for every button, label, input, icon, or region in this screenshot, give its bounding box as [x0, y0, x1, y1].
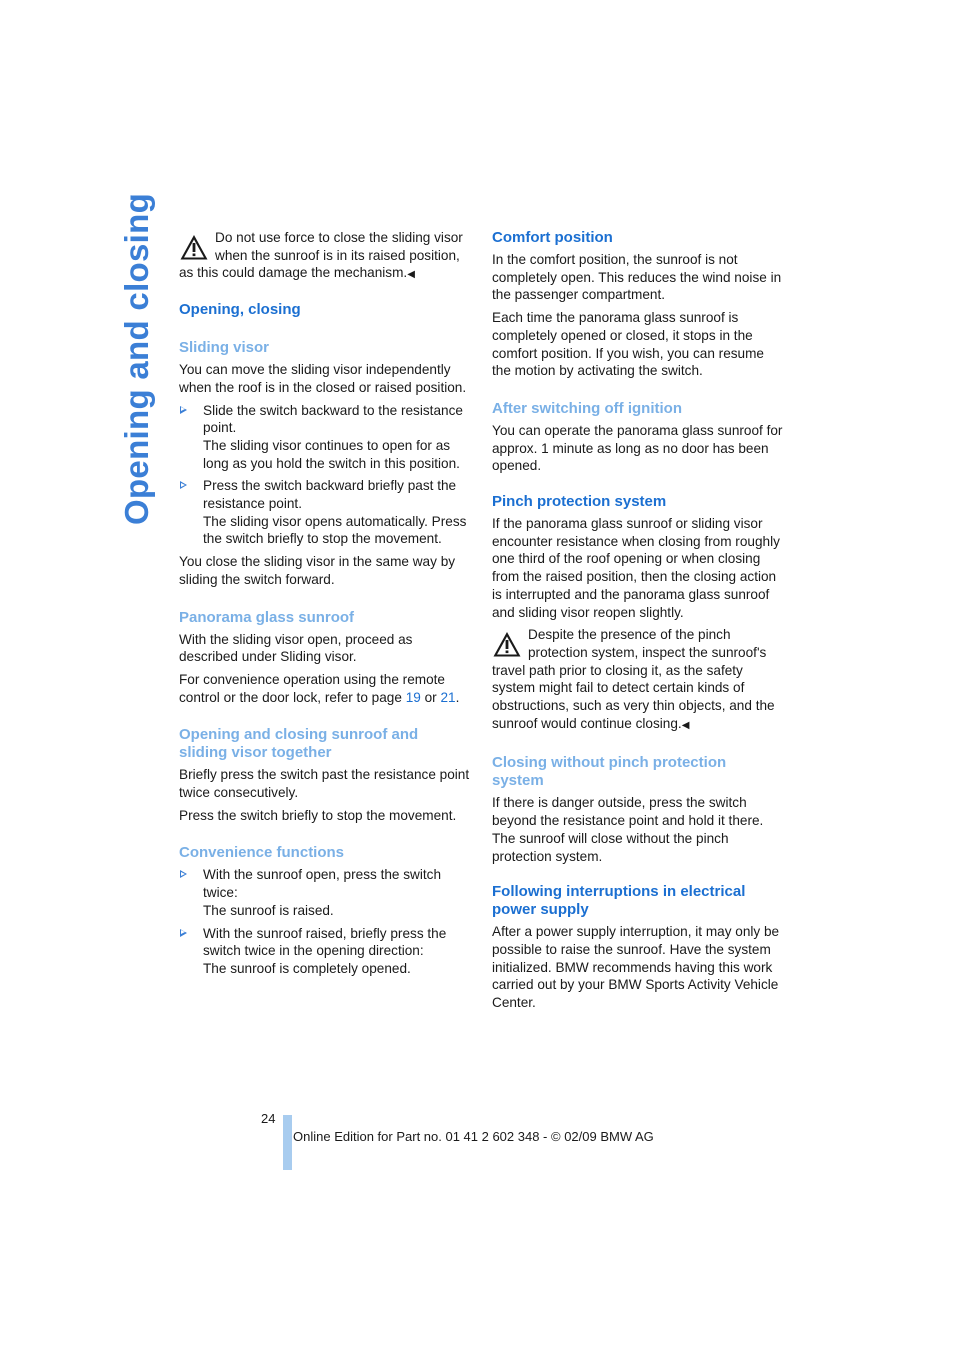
footer-edition-text: Online Edition for Part no. 01 41 2 602 348 - © 02/09 BMW AG [293, 1129, 654, 1144]
step-list [179, 402, 471, 549]
paragraph: If the panorama glass sunroof or sliding visor encounter resistance when closing from roughly one third of the roof opening or when closing from the raised position, then the closing action is interrupted and the panorama glass sunroof and sliding visor reopen slightly. [492, 516, 780, 620]
list-item [179, 866, 471, 919]
heading-convenience: Convenience functions [179, 844, 345, 862]
paragraph: If there is danger outside, press the switch beyond the resistance point and hold it there. The sunroof will close without the pinch protection system. [492, 795, 764, 864]
page-link-19[interactable]: 19 [405, 689, 421, 705]
warning-triangle-icon [179, 233, 209, 262]
paragraph: After a power supply interruption, it may only be possible to raise the sunroof. Have the system initialized. BMW recommends having this work carried out by your BMW Sports Activity Vehicle Center. [492, 924, 780, 1011]
result-text: The sliding visor opens automatically. Press the switch briefly to stop the movement. [203, 513, 467, 547]
paragraph: Press the switch briefly to stop the movement. [179, 807, 457, 823]
paragraph: Briefly press the switch past the resistance point twice consecutively. [179, 767, 470, 801]
list-item [179, 477, 471, 548]
heading-after-ignition: After switching off ignition [492, 399, 682, 417]
step-text: Slide the switch backward to the resistance point. [203, 402, 463, 436]
text: With the sunroof open, press the switch [203, 867, 442, 883]
bullet-arrow-icon [180, 929, 187, 937]
paragraph: With the sliding visor open, proceed as described under Sliding visor. [179, 631, 413, 665]
page-link-21[interactable]: 21 [440, 689, 456, 705]
heading-together: Opening and closing sunroof and sliding visor together [179, 726, 419, 762]
text: switch twice in the opening direction: [203, 943, 424, 959]
end-mark: ◀ [681, 719, 690, 731]
heading-interruptions: Following interruptions in electrical power supply [492, 883, 746, 919]
end-mark: ◀ [407, 269, 415, 281]
warning-note [179, 229, 471, 284]
text: . [455, 689, 460, 705]
warning-triangle-icon [492, 630, 522, 659]
text: For convenience operation using the remote control or the door lock, refer to page [179, 671, 445, 705]
text: twice: [203, 885, 238, 901]
section-side-title: Opening and closing [118, 192, 155, 525]
paragraph-page-reference [179, 671, 471, 706]
heading-panorama: Panorama glass sunroof [179, 608, 355, 626]
paragraph: In the comfort position, the sunroof is not completely open. This reduces the wind noise in the passenger compartment. [492, 252, 782, 303]
heading-without-pinch: Closing without pinch protection system [492, 754, 727, 790]
bullet-arrow-icon [180, 406, 187, 414]
list-item [179, 402, 471, 473]
text: With the sunroof raised, briefly press the [203, 925, 447, 941]
step-list [179, 866, 471, 977]
paragraph: You can operate the panorama glass sunroof for approx. 1 minute as long as no door has been opened. [492, 422, 783, 474]
warning-text: Do not use force to close the sliding visor when the sunroof is in its raised position, as this could damage the mechanism. [179, 230, 463, 281]
heading-opening-closing: Opening, closing [179, 301, 301, 319]
text: The sunroof is completely opened. [203, 960, 411, 976]
heading-pinch-protection: Pinch protection system [492, 493, 667, 511]
right-column [492, 229, 784, 1017]
left-column [179, 229, 471, 983]
paragraph: You can move the sliding visor independently when the roof is in the closed or raised position. [179, 362, 467, 395]
result-text: The sliding visor continues to open for as long as you hold the switch in this position. [203, 437, 460, 471]
text: The sunroof is raised. [203, 902, 334, 918]
paragraph: You close the sliding visor in the same way by sliding the switch forward. [179, 554, 456, 587]
page-number: 24 [261, 1111, 276, 1126]
warning-note [492, 626, 784, 734]
bullet-arrow-icon [180, 481, 187, 489]
bullet-arrow-icon [180, 870, 187, 878]
paragraph: Each time the panorama glass sunroof is completely opened or closed, it stops in the comfort position. If you wish, you can resume the motion by activating the switch. [492, 310, 764, 379]
heading-sliding-visor: Sliding visor [179, 339, 270, 357]
heading-comfort-position: Comfort position [492, 229, 613, 246]
step-text: Press the switch backward briefly past the resistance point. [203, 478, 457, 512]
text: or [420, 689, 441, 705]
warning-text: Despite the presence of the pinch protection system, inspect the sunroof's travel path prior to closing it, as the safety system might fail to detect certain kinds of obstructions, such as very thin objects, and the sunroof would continue closing. [492, 627, 775, 731]
footer-accent-bar [283, 1115, 292, 1170]
list-item [179, 925, 471, 978]
